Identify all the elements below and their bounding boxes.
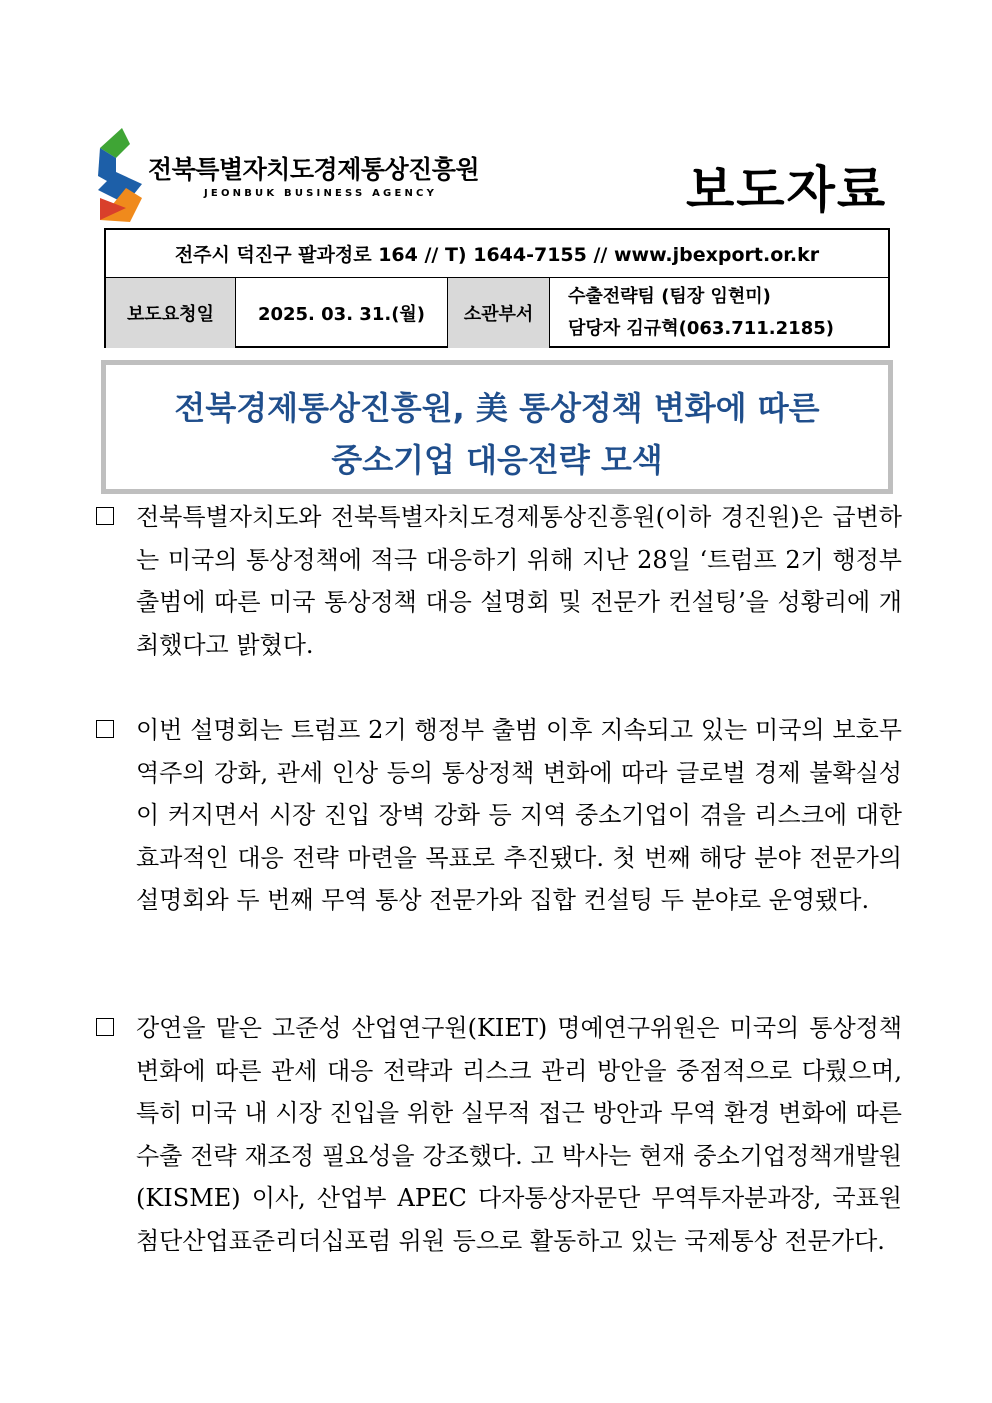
square-bullet-icon	[96, 1018, 114, 1036]
request-date-label: 보도요청일	[106, 278, 236, 348]
headline-line-1: 전북경제통상진흥원, 美 통상정책 변화에 따른	[174, 389, 820, 427]
body-paragraph	[96, 1007, 902, 1262]
square-bullet-icon	[96, 507, 114, 525]
agency-logo	[96, 128, 480, 228]
request-date-value: 2025. 03. 31.(월)	[236, 278, 448, 348]
press-info-table	[104, 228, 890, 348]
headline-box	[101, 360, 893, 494]
paragraph-text: 이번 설명회는 트럼프 2기 행정부 출범 이후 지속되고 있는 미국의 보호무역주의 강화, 관세 인상 등의 통상정책 변화에 따라 글로벌 경제 불확실성이 커지면서 시장 진입 장벽 강화 등 지역 중소기업이 겪을 리스크에 대한 효과적인 대응 전략 마련을 목표로 추진됐다. 첫 번째 해당 분야 전문가의 설명회와 두 번째 무역 통상 전문가와 집합 컨설팅 두 분야로 운영됐다.	[136, 716, 902, 914]
square-bullet-icon	[96, 720, 114, 738]
department-label: 소관부서	[448, 278, 550, 348]
department-contact: 담당자 김규혁(063.711.2185)	[568, 318, 834, 339]
org-name-english: JEONBUK BUSINESS AGENCY	[204, 188, 438, 199]
department-info	[550, 278, 888, 348]
contact-line: 전주시 덕진구 팔과정로 164 // T) 1644-7155 // www.jbexport.or.kr	[106, 230, 888, 278]
org-name: 전북특별자치도경제통상진흥원	[148, 155, 480, 184]
department-team: 수출전략팀 (팀장 임현미)	[568, 286, 771, 307]
paragraph-text: 전북특별자치도와 전북특별자치도경제통상진흥원(이하 경진원)은 급변하는 미국의 통상정책에 적극 대응하기 위해 지난 28일 ‘트럼프 2기 행정부 출범에 따른 미국 통상정책 대응 설명회 및 전문가 컨설팅’을 성황리에 개최했다고 밝혔다.	[136, 503, 902, 659]
body-paragraph	[96, 496, 902, 666]
agency-logo-mark-icon	[96, 128, 142, 224]
document-type-heading: 보도자료	[686, 161, 888, 219]
headline-line-2: 중소기업 대응전략 모색	[331, 441, 663, 479]
body-paragraph	[96, 709, 902, 922]
paragraph-text: 강연을 맡은 고준성 산업연구원(KIET) 명예연구위원은 미국의 통상정책 변화에 따른 관세 대응 전략과 리스크 관리 방안을 중점적으로 다뤘으며, 특히 미국 내 시장 진입을 위한 실무적 접근 방안과 무역 환경 변화에 따른 수출 전략 재조정 필요성을 강조했다. 고 박사는 현재 중소기업정책개발원(KISME) 이사, 산업부 APEC 다자통상자문단 무역투자분과장, 국표원 첨단산업표준리더십포럼 위원 등으로 활동하고 있는 국제통상 전문가다.	[136, 1014, 902, 1255]
